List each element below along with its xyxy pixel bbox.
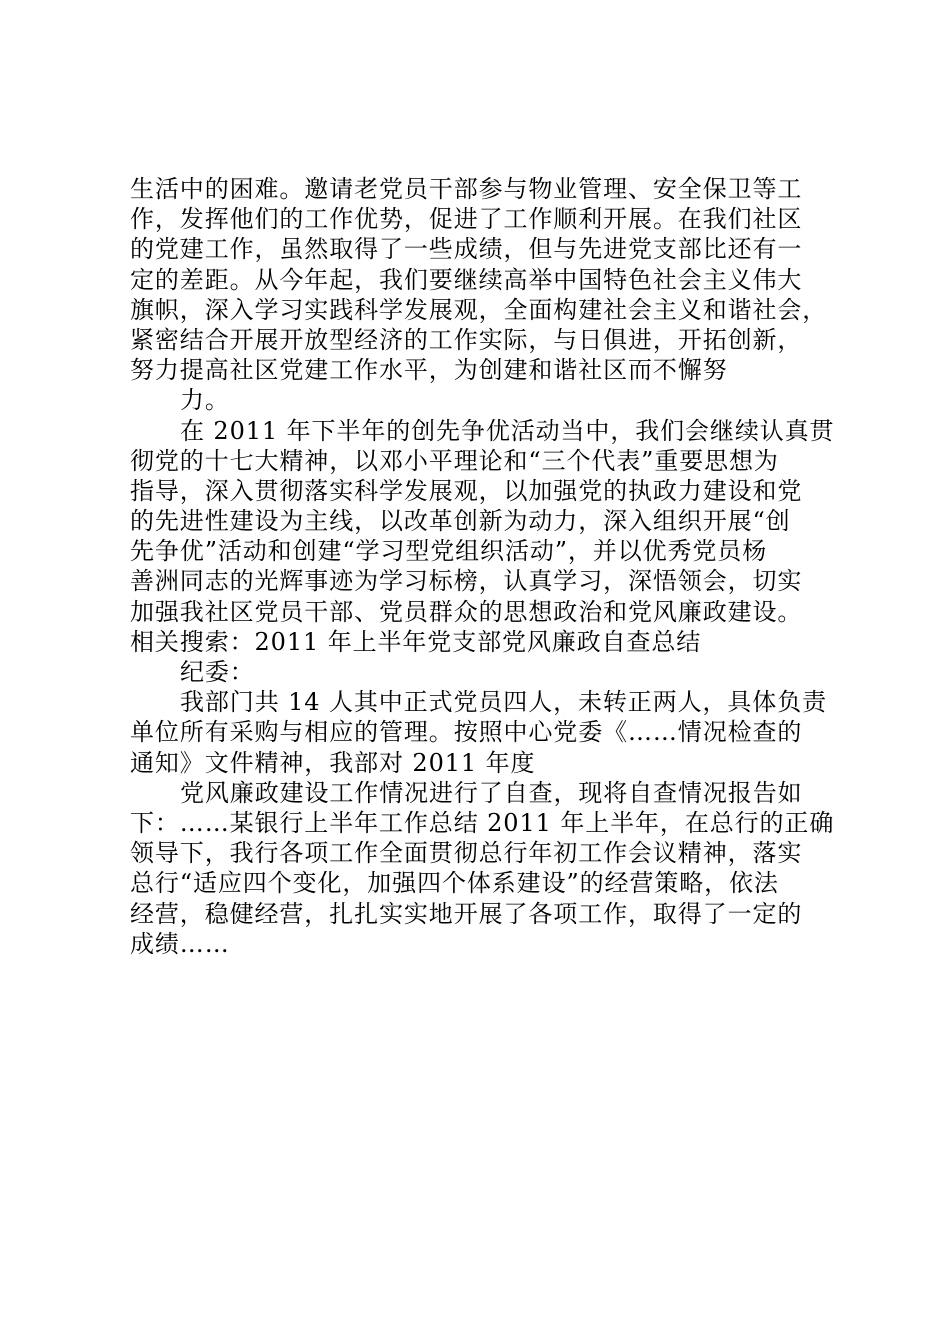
paragraph-start-line: 党风廉政建设工作情况进行了自查，现将自查情况报告如 xyxy=(180,778,803,807)
text-line: 的先进性建设为主线，以改革创新为动力，深入组织开展“创 xyxy=(130,507,791,536)
related-search-line: 相关搜索：2011 年上半年党支部党风廉政自查总结 xyxy=(130,627,702,656)
document-body xyxy=(130,174,842,959)
text-line: 指导，深入贯彻落实科学发展观，以加强党的执政力建设和党 xyxy=(130,476,803,505)
text-line: 力。 xyxy=(180,386,230,415)
text-line: 彻党的十七大精神，以邓小平理论和“三个代表”重要思想为 xyxy=(130,446,779,475)
salutation-line: 纪委： xyxy=(180,658,255,686)
text-line: 加强我社区党员干部、党员群众的思想政治和党风廉政建设。 xyxy=(130,597,803,626)
text-line: 定的差距。从今年起，我们要继续高举中国特色社会主义伟大 xyxy=(130,265,803,294)
text-line: 作，发挥他们的工作优势，促进了工作顺利开展。在我们社区 xyxy=(130,205,803,234)
text-line: 旗帜，深入学习实践科学发展观，全面构建社会主义和谐社会， xyxy=(130,295,828,324)
text-line: 先争优”活动和创建“学习型党组织活动”，并以优秀党员杨 xyxy=(130,537,768,566)
text-line: 紧密结合开展开放型经济的工作实际，与日俱进，开拓创新， xyxy=(130,325,803,354)
text-line: 经营，稳健经营，扎扎实实地开展了各项工作，取得了一定的 xyxy=(130,899,803,928)
text-line: 成绩…… xyxy=(130,929,230,958)
text-line: 的党建工作，虽然取得了一些成绩，但与先进党支部比还有一 xyxy=(130,235,803,264)
text-line: 单位所有采购与相应的管理。按照中心党委《……情况检查的 xyxy=(130,718,803,747)
text-line: 善洲同志的光辉事迹为学习标榜，认真学习，深悟领会，切实 xyxy=(130,567,803,596)
paragraph-start-line: 在 2011 年下半年的创先争优活动当中，我们会继续认真贯 xyxy=(180,416,835,445)
text-line: 下：……某银行上半年工作总结 2011 年上半年，在总行的正确 xyxy=(130,808,835,837)
text-line: 通知》文件精神，我部对 2011 年度 xyxy=(130,748,536,777)
text-line: 生活中的困难。邀请老党员干部参与物业管理、安全保卫等工 xyxy=(130,175,803,203)
text-line: 领导下，我行各项工作全面贯彻总行年初工作会议精神，落实 xyxy=(130,839,803,868)
text-line: 努力提高社区党建工作水平，为创建和谐社区而不懈努 xyxy=(130,356,728,385)
paragraph-start-line: 我部门共 14 人其中正式党员四人，未转正两人，具体负责 xyxy=(180,688,827,717)
text-line: 总行“适应四个变化，加强四个体系建设”的经营策略，依法 xyxy=(130,869,779,898)
